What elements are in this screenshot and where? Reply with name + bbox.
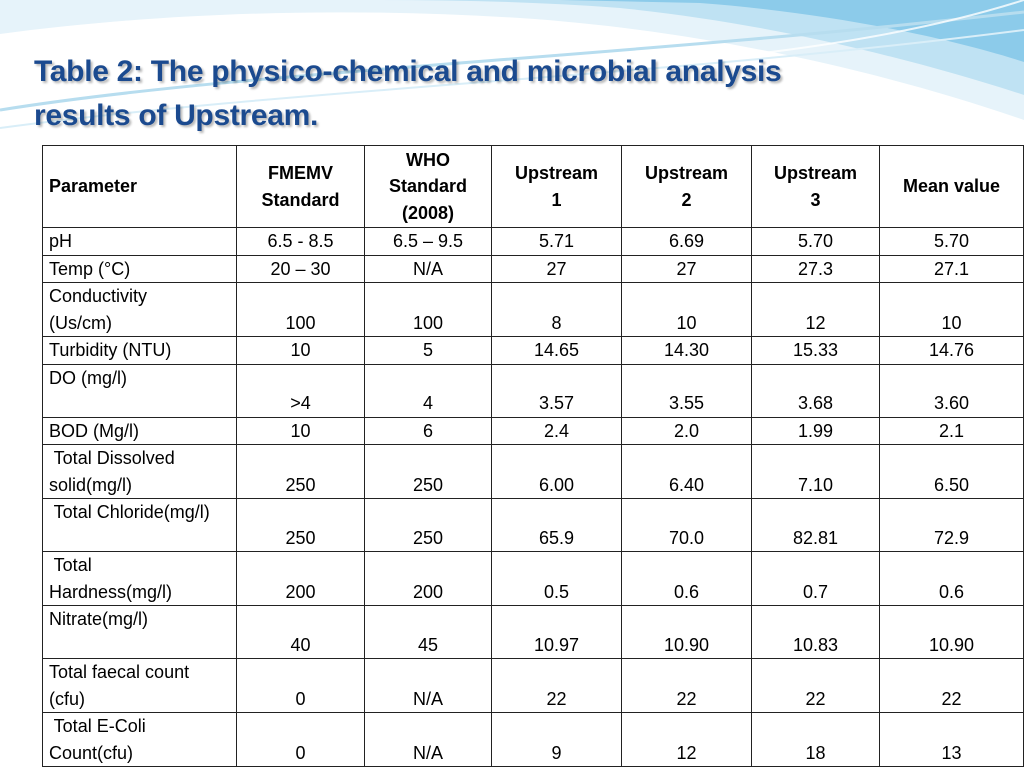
header-upstream-1 — [492, 146, 622, 228]
table-row — [43, 552, 1024, 606]
fmemv-standard-cell: 200 — [237, 552, 365, 606]
header-text-line: Standard — [261, 189, 340, 210]
who-standard-cell: 250 — [365, 445, 492, 499]
who-standard-cell: 250 — [365, 499, 492, 552]
mean-value-cell: 0.6 — [880, 552, 1024, 606]
parameter-cell — [43, 659, 237, 713]
header-parameter — [43, 146, 237, 228]
upstream-1-cell: 2.4 — [492, 417, 622, 445]
parameter-text: Hardness(mg/l) — [49, 581, 173, 602]
parameter-text: Temp (°C) — [49, 258, 131, 279]
table-row — [43, 499, 1024, 552]
upstream-2-cell: 27 — [622, 255, 752, 283]
parameter-cell — [43, 417, 237, 445]
upstream-3-cell: 1.99 — [752, 417, 880, 445]
who-standard-cell: N/A — [365, 659, 492, 713]
upstream-2-cell: 10.90 — [622, 606, 752, 659]
upstream-3-cell: 12 — [752, 283, 880, 337]
table-row — [43, 337, 1024, 365]
parameter-text: Total — [49, 555, 92, 575]
mean-value-cell: 13 — [880, 713, 1024, 767]
who-standard-cell: 5 — [365, 337, 492, 365]
who-standard-cell: 4 — [365, 364, 492, 417]
who-standard-cell: 45 — [365, 606, 492, 659]
parameter-cell — [43, 337, 237, 365]
mean-value-cell: 72.9 — [880, 499, 1024, 552]
who-standard-cell: 200 — [365, 552, 492, 606]
header-text-line: 3 — [810, 189, 821, 210]
header-text-line: 2 — [681, 189, 692, 210]
fmemv-standard-cell: 40 — [237, 606, 365, 659]
parameter-text: Total E-Coli — [49, 716, 146, 736]
upstream-3-cell: 0.7 — [752, 552, 880, 606]
upstream-1-cell: 5.71 — [492, 228, 622, 256]
upstream-3-cell: 27.3 — [752, 255, 880, 283]
header-text-line: Standard — [388, 176, 467, 197]
who-standard-cell: 6 — [365, 417, 492, 445]
header-text-line: Parameter — [49, 176, 138, 197]
header-upstream-3 — [752, 146, 880, 228]
mean-value-cell: 2.1 — [880, 417, 1024, 445]
parameter-cell — [43, 445, 237, 499]
upstream-1-cell: 10.97 — [492, 606, 622, 659]
fmemv-standard-cell: 250 — [237, 445, 365, 499]
parameter-text: Turbidity (NTU) — [49, 340, 172, 360]
header-text-line: WHO — [406, 149, 450, 170]
table-row — [43, 255, 1024, 283]
upstream-3-cell: 3.68 — [752, 364, 880, 417]
header-mean-value — [880, 146, 1024, 228]
parameter-cell — [43, 606, 237, 659]
analysis-results-table — [42, 145, 1024, 767]
upstream-1-cell: 3.57 — [492, 364, 622, 417]
upstream-3-cell: 22 — [752, 659, 880, 713]
who-standard-cell: N/A — [365, 255, 492, 283]
parameter-text: (cfu) — [49, 688, 85, 709]
header-text-line: Upstream — [514, 163, 599, 183]
parameter-cell — [43, 228, 237, 256]
mean-value-cell: 5.70 — [880, 228, 1024, 256]
header-who-standard — [365, 146, 492, 228]
upstream-1-cell: 6.00 — [492, 445, 622, 499]
fmemv-standard-cell: 100 — [237, 283, 365, 337]
upstream-3-cell: 82.81 — [752, 499, 880, 552]
slide-title — [34, 50, 934, 138]
upstream-3-cell: 18 — [752, 713, 880, 767]
fmemv-standard-cell: 10 — [237, 417, 365, 445]
parameter-cell — [43, 255, 237, 283]
upstream-3-cell: 5.70 — [752, 228, 880, 256]
who-standard-cell: 100 — [365, 283, 492, 337]
table-row — [43, 606, 1024, 659]
who-standard-cell: N/A — [365, 713, 492, 767]
slide-title-line-1: Table 2: The physico-chemical and microbial analysis — [34, 55, 782, 88]
upstream-2-cell: 0.6 — [622, 552, 752, 606]
table-row — [43, 283, 1024, 337]
upstream-1-cell: 27 — [492, 255, 622, 283]
header-text-line: Upstream — [644, 163, 729, 183]
parameter-cell — [43, 283, 237, 337]
fmemv-standard-cell: >4 — [237, 364, 365, 417]
table-row — [43, 713, 1024, 767]
upstream-2-cell: 10 — [622, 283, 752, 337]
parameter-text: BOD (Mg/l) — [49, 420, 139, 441]
upstream-3-cell: 15.33 — [752, 337, 880, 365]
slide-title-line-2: results of Upstream. — [34, 99, 319, 132]
parameter-text: Conductivity — [49, 286, 148, 306]
parameter-text: solid(mg/l) — [49, 474, 133, 495]
upstream-3-cell: 10.83 — [752, 606, 880, 659]
fmemv-standard-cell: 0 — [237, 659, 365, 713]
table-header-row — [43, 146, 1024, 228]
mean-value-cell: 10 — [880, 283, 1024, 337]
upstream-2-cell: 3.55 — [622, 364, 752, 417]
fmemv-standard-cell: 0 — [237, 713, 365, 767]
upstream-2-cell: 6.40 — [622, 445, 752, 499]
upstream-1-cell: 22 — [492, 659, 622, 713]
upstream-2-cell: 12 — [622, 713, 752, 767]
parameter-cell — [43, 713, 237, 767]
mean-value-cell: 27.1 — [880, 255, 1024, 283]
header-fmemv-standard — [237, 146, 365, 228]
table-row — [43, 417, 1024, 445]
mean-value-cell: 3.60 — [880, 364, 1024, 417]
parameter-text: pH — [49, 231, 73, 251]
header-text-line: Upstream — [773, 163, 858, 183]
table-row — [43, 659, 1024, 713]
parameter-text: Total faecal count — [49, 662, 190, 682]
upstream-2-cell: 6.69 — [622, 228, 752, 256]
parameter-text: DO (mg/l) — [49, 367, 127, 388]
header-upstream-2 — [622, 146, 752, 228]
upstream-3-cell: 7.10 — [752, 445, 880, 499]
upstream-2-cell: 70.0 — [622, 499, 752, 552]
parameter-text: Total Dissolved — [49, 448, 175, 468]
parameter-text: Total Chloride(mg/l) — [49, 502, 210, 522]
fmemv-standard-cell: 20 – 30 — [237, 255, 365, 283]
mean-value-cell: 10.90 — [880, 606, 1024, 659]
parameter-cell — [43, 499, 237, 552]
table-row — [43, 228, 1024, 256]
header-text-line: Mean value — [902, 176, 1001, 197]
parameter-text: Nitrate(mg/l) — [49, 609, 149, 629]
upstream-1-cell: 9 — [492, 713, 622, 767]
header-text-line: FMEMV — [268, 163, 333, 183]
mean-value-cell: 14.76 — [880, 337, 1024, 365]
upstream-1-cell: 8 — [492, 283, 622, 337]
mean-value-cell: 22 — [880, 659, 1024, 713]
parameter-text: (Us/cm) — [49, 312, 112, 333]
header-text-line: 1 — [551, 189, 562, 210]
upstream-1-cell: 0.5 — [492, 552, 622, 606]
table-row — [43, 364, 1024, 417]
upstream-1-cell: 65.9 — [492, 499, 622, 552]
upstream-2-cell: 14.30 — [622, 337, 752, 365]
header-text-line: (2008) — [401, 202, 455, 223]
upstream-1-cell: 14.65 — [492, 337, 622, 365]
table-body — [43, 228, 1024, 767]
who-standard-cell: 6.5 – 9.5 — [365, 228, 492, 256]
mean-value-cell: 6.50 — [880, 445, 1024, 499]
table-row — [43, 445, 1024, 499]
fmemv-standard-cell: 10 — [237, 337, 365, 365]
fmemv-standard-cell: 250 — [237, 499, 365, 552]
upstream-2-cell: 22 — [622, 659, 752, 713]
parameter-cell — [43, 552, 237, 606]
parameter-text: Count(cfu) — [49, 742, 134, 763]
parameter-cell — [43, 364, 237, 417]
upstream-2-cell: 2.0 — [622, 417, 752, 445]
fmemv-standard-cell: 6.5 - 8.5 — [237, 228, 365, 256]
